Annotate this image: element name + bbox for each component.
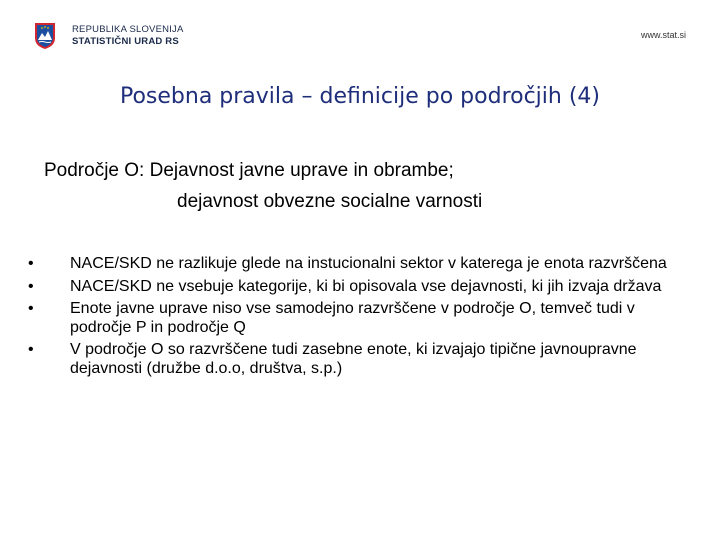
bullet-text: V področje O so razvrščene tudi zasebne enote, ki izvajajo tipične javnoupravne dejavnosti (družbe d.o.o, društva, s.p.) [70, 341, 637, 377]
org-line-2: STATISTIČNI URAD RS [72, 36, 179, 47]
list-item [28, 300, 688, 337]
bullet-icon: • [28, 255, 34, 272]
bullet-icon: • [28, 300, 34, 317]
website-url: www.stat.si [640, 30, 686, 40]
bullet-text: NACE/SKD ne razlikuje glede na instucionalni sektor v katerega je enota razvrščena [70, 255, 667, 272]
slovenia-coat-of-arms-icon [34, 22, 56, 50]
bullet-list [28, 255, 688, 382]
slide-title: Posebna pravila – definicije po področjih (4) [119, 84, 601, 109]
list-item [28, 278, 688, 297]
subtitle-line-1: Področje O: Dejavnost javne uprave in obrambe; [44, 160, 454, 181]
org-line-1: REPUBLIKA SLOVENIJA [72, 24, 184, 35]
bullet-text: NACE/SKD ne vsebuje kategorije, ki bi opisovala vse dejavnosti, ki jih izvaja država [70, 277, 662, 295]
bullet-icon: • [28, 277, 34, 295]
bullet-icon: • [28, 341, 34, 358]
slide-subtitle [44, 155, 482, 217]
organization-name [72, 24, 184, 48]
list-item [28, 341, 688, 378]
subtitle-line-2: dejavnost obvezne socialne varnosti [177, 191, 483, 212]
list-item [28, 255, 688, 274]
slide-header [0, 0, 720, 70]
bullet-text: Enote javne uprave niso vse samodejno razvrščene v področje O, temveč tudi v področje P in področje Q [70, 300, 635, 336]
